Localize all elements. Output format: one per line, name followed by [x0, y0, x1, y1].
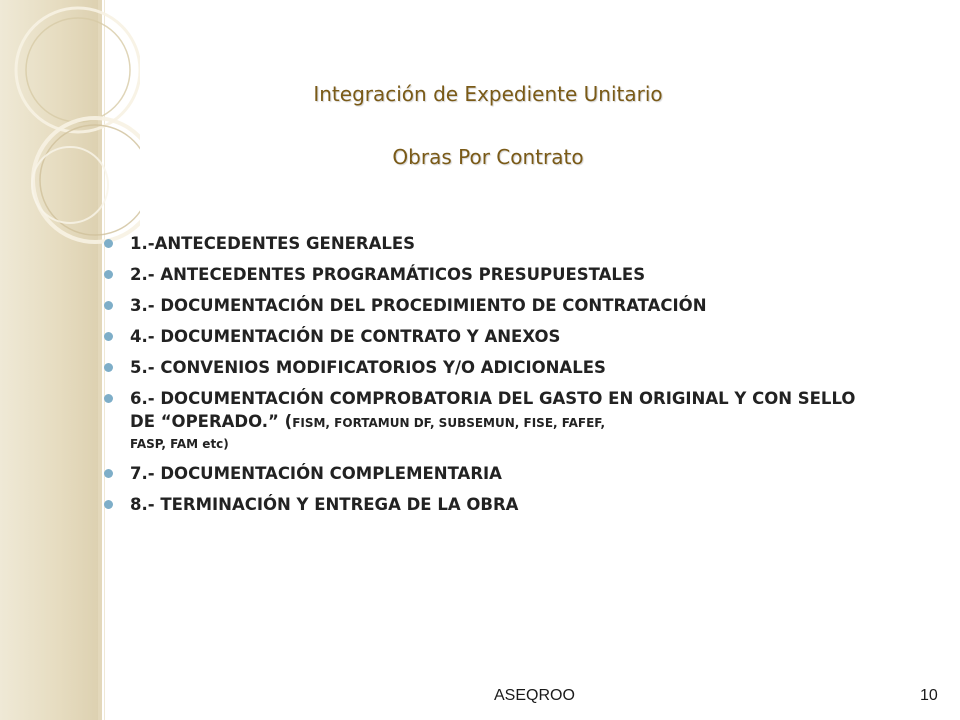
list-item: [102, 387, 882, 454]
list-item: [102, 356, 882, 379]
bullet-icon: [104, 332, 113, 341]
bullet-icon: [104, 270, 113, 279]
bullet-icon: [104, 239, 113, 248]
funds-note: FISM, FORTAMUN DF, SUBSEMUN, FISE, FAFEF,: [292, 416, 606, 430]
bullet-list: [102, 232, 882, 524]
list-item-text: 3.- DOCUMENTACIÓN DEL PROCEDIMIENTO DE CONTRATACIÓN: [130, 296, 707, 315]
footer-label: ASEQROO: [494, 687, 575, 704]
list-item-text: 1.-ANTECEDENTES GENERALES: [130, 234, 416, 253]
list-item-text: 8.- TERMINACIÓN Y ENTREGA DE LA OBRA: [130, 495, 519, 514]
bullet-icon: [104, 301, 113, 310]
list-item: [102, 462, 882, 485]
page-number: 10: [920, 687, 938, 704]
slide-subtitle: Obras Por Contrato: [392, 145, 584, 169]
list-item: [102, 232, 882, 255]
list-item: [102, 493, 882, 516]
list-item: [102, 263, 882, 286]
list-item-text: 5.- CONVENIOS MODIFICATORIOS Y/O ADICIONALES: [130, 358, 606, 377]
list-item-text: 7.- DOCUMENTACIÓN COMPLEMENTARIA: [130, 464, 502, 483]
bullet-icon: [104, 469, 113, 478]
list-item-text: 4.- DOCUMENTACIÓN DE CONTRATO Y ANEXOS: [130, 327, 561, 346]
list-item-text: 6.- DOCUMENTACIÓN COMPROBATORIA DEL GASTO EN ORIGINAL Y CON SELLO DE “OPERADO.” (: [130, 389, 856, 431]
bullet-icon: [104, 394, 113, 403]
bullet-icon: [104, 500, 113, 509]
funds-note-continued: FASP, FAM etc): [130, 437, 229, 451]
list-item: [102, 325, 882, 348]
slide-title: Integración de Expediente Unitario: [313, 82, 663, 106]
list-item: [102, 294, 882, 317]
bullet-icon: [104, 363, 113, 372]
list-item-text: 2.- ANTECEDENTES PROGRAMÁTICOS PRESUPUESTALES: [130, 265, 646, 284]
